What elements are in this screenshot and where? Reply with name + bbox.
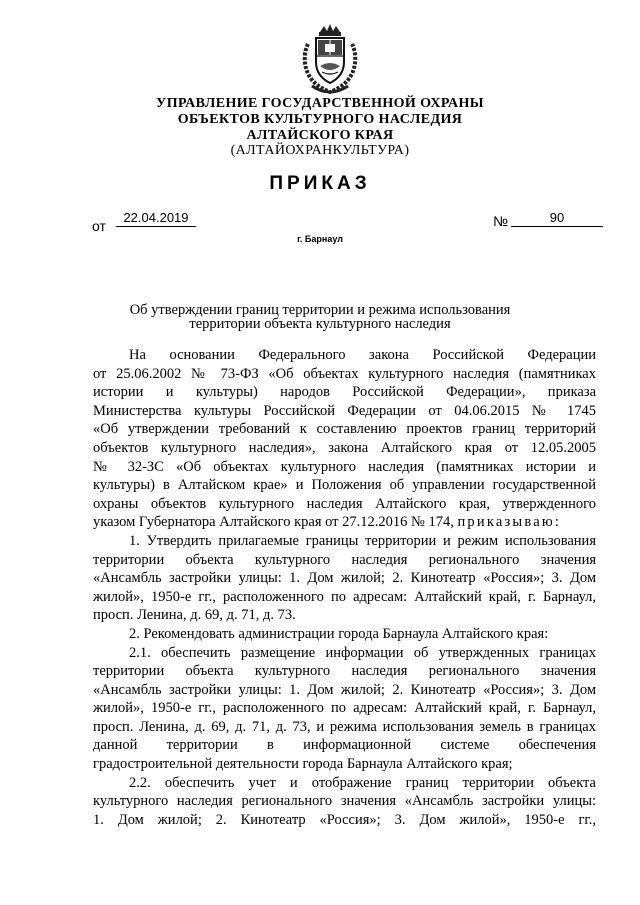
body-line: № 32-ЗС «Об объектах культурного наследия (памятниках истории и <box>93 458 596 475</box>
body-line: 2.1. обеспечить размещение информации об утвержденных границах <box>129 644 596 661</box>
body-line: жилой», 1950-е гг., расположенного по адресам: Алтайский край, г. Барнаул, <box>93 700 596 717</box>
document-number: 90 <box>511 210 603 227</box>
body-line: «Ансамбль застройки улицы: 1. Дом жилой; 2. Кинотеатр «Россия»; 3. Дом <box>93 681 596 698</box>
org-name-line-2: ОБЪЕКТОВ КУЛЬТУРНОГО НАСЛЕДИЯ <box>177 112 463 127</box>
body-line: от 25.06.2002 № 73-ФЗ «Об объектах культурного наследия (памятниках <box>93 365 596 382</box>
document-date: 22.04.2019 <box>116 210 196 227</box>
body-line: истории и культуры) народов Российской Федерации», приказа <box>93 384 596 401</box>
body-line: 1. Дом жилой; 2. Кинотеатр «Россия»; 3. Дом жилой», 1950-е гг., <box>93 811 596 828</box>
body-line: На основании Федерального закона Российской Федерации <box>129 347 596 363</box>
body-line: охраны объектов культурного наследия Алтайского края, утвержденного <box>93 495 596 512</box>
body-line: «Об утверждении требований к составлению проектов границ территорий <box>93 421 596 438</box>
body-line: 1. Утвердить прилагаемые границы территории и режим использования <box>129 532 596 549</box>
coat-of-arms-icon <box>298 22 362 96</box>
body-line: культуры) в Алтайском крае» и Положения об управлении государственной <box>93 477 596 494</box>
document-body <box>93 346 596 829</box>
body-line: 2. Рекомендовать администрации города Барнаула Алтайского края: <box>129 625 549 642</box>
org-name-line-1: УПРАВЛЕНИЕ ГОСУДАРСТВЕННОЙ ОХРАНЫ <box>156 96 484 111</box>
body-line: объектов культурного наследия», закона Алтайского края от 12.05.2005 <box>93 439 596 456</box>
body-line: просп. Ленина, д. 69, д. 71, д. 73, и режима использования земель в границах <box>93 718 596 735</box>
body-line: «Ансамбль застройки улицы: 1. Дом жилой; 2. Кинотеатр «Россия»; 3. Дом <box>93 570 596 587</box>
document-subject <box>0 303 640 331</box>
body-line: Министерства культуры Российской Федерации от 04.06.2015 № 1745 <box>93 402 596 419</box>
date-label: от <box>92 218 106 234</box>
body-line: градостроительной деятельности города Барнаула Алтайского края; <box>93 756 513 773</box>
subject-line: территории объекта культурного наследия <box>189 316 451 332</box>
body-line: просп. Ленина, д. 69, д. 71, д. 73. <box>93 607 296 624</box>
body-line: 2.2. обеспечить учет и отображение границ территории объекта <box>129 774 596 791</box>
body-line-order <box>93 513 596 532</box>
body-line: территории объекта культурного наследия регионального значения <box>93 663 596 680</box>
city-name: г. Барнаул <box>297 234 343 244</box>
number-label: № <box>493 213 509 229</box>
order-word: приказываю: <box>457 514 562 531</box>
body-line: жилой», 1950-е гг., расположенного по адресам: Алтайский край, г. Барнаул, <box>93 588 596 605</box>
body-line-text: указом Губернатора Алтайского края от 27.12.2016 № 174, <box>93 514 454 531</box>
org-short-name: (АЛТАЙОХРАНКУЛЬТУРА) <box>230 143 410 158</box>
body-line: территории объекта культурного наследия регионального значения <box>93 551 596 568</box>
subject-line: Об утверждении границ территории и режима использования <box>129 302 511 318</box>
body-line: данной территории в информационной системе обеспечения <box>93 737 596 754</box>
body-line: культурного наследия регионального значения «Ансамбль застройки улицы: <box>93 793 596 810</box>
org-name-line-3: АЛТАЙСКОГО КРАЯ <box>246 128 394 143</box>
document-type-title: ПРИКАЗ <box>269 173 371 194</box>
